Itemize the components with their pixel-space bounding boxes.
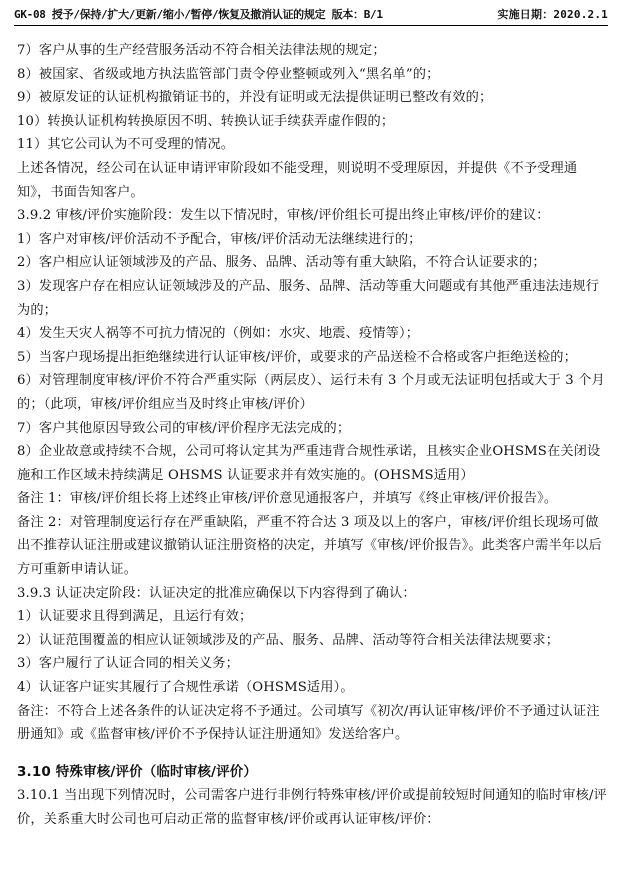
- paragraph: 2）客户相应认证领域涉及的产品、服务、品牌、活动等有重大缺陷，不符合认证要求的；: [17, 255, 546, 271]
- effective-date: 实施日期：2020.2.1: [497, 8, 608, 21]
- paragraph: 3）客户履行了认证合同的相关义务；: [17, 656, 239, 672]
- paragraph: 备注：不符合上述各条件的认证决定将不予通过。公司填写《初次/再认证审核/评价不予通过认证注册通知》或《监督审核/评价不予保持认证注册通知》发送给客户。: [17, 703, 600, 743]
- paragraph: 8）被国家、省级或地方执法监管部门责令停业整顿或列入“黑名单”的；: [17, 66, 440, 82]
- paragraph: 2）认证范围覆盖的相应认证领域涉及的产品、服务、品牌、活动等符合相关法律法规要求；: [17, 632, 560, 648]
- paragraph: 9）被原发证的认证机构撤销证书的，并没有证明或无法提供证明已整改有效的；: [17, 90, 493, 106]
- paragraph: 4）发生天灾人祸等不可抗力情况的（例如：水灾、地震、疫情等）；: [17, 326, 420, 342]
- section-heading: 3.10 特殊审核/评价（临时审核/评价）: [17, 763, 258, 780]
- paragraph: 1）客户对审核/评价活动不予配合，审核/评价活动无法继续进行的；: [17, 231, 422, 247]
- paragraph: 7）客户其他原因导致公司的审核/评价程序无法完成的；: [17, 420, 351, 436]
- paragraph: 7）客户从事的生产经营服务活动不符合相关法律法规的规定；: [17, 43, 386, 58]
- paragraph: 3.9.2 审核/评价实施阶段：发生以下情况时，审核/评价组长可提出终止审核/评价的建议：: [17, 208, 550, 224]
- paragraph: 6）对管理制度审核/评价不符合严重实际（两层皮）、运行未有 3 个月或无法证明包括或大于 3 个月的；（此项，审核/评价组应当及时终止审核/评价）: [17, 373, 605, 412]
- page-header: [14, 0, 608, 26]
- paragraph: 备注 1：审核/评价组长将上述终止审核/评价意见通报客户，并填写《终止审核/评价报告》。: [17, 491, 558, 507]
- paragraph: 3.9.3 认证决定阶段：认证决定的批准应确保以下内容得到了确认：: [17, 585, 416, 601]
- paragraph: 5）当客户现场提出拒绝继续进行认证审核/评价，或要求的产品送检不合格或客户拒绝送检的；: [17, 349, 577, 365]
- paragraph: 4）认证客户证实其履行了合规性承诺（OHSMS适用）。: [17, 680, 354, 696]
- document-title: GK-08 授予/保持/扩大/更新/缩小/暂停/恢复及撤消认证的规定 版本：B/1: [14, 8, 383, 21]
- paragraph: 3）发现客户存在相应认证领域涉及的产品、服务、品牌、活动等重大问题或有其他严重违法违规行为的；: [17, 278, 600, 318]
- paragraph: 8）企业故意或持续不合规，公司可将认定其为严重违背合规性承诺，且核实企业OHSMS在关闭设施和工作区域未持续满足 OHSMS 认证要求并有效实施的。(OHSMS适用）: [17, 444, 601, 483]
- paragraph: 备注 2：对管理制度运行存在严重缺陷，严重不符合达 3 项及以上的客户，审核/评价组长现场可做出不推荐认证注册或建议撤销认证注册资格的决定，并填写《审核/评价报告》。此类客户需半年以后方可重新申请认证。: [17, 514, 602, 578]
- paragraph: 11）其它公司认为不可受理的情况。: [17, 137, 235, 153]
- document-body: [17, 39, 608, 832]
- paragraph: 3.10.1 当出现下列情况时，公司需客户进行非例行特殊审核/评价或提前较短时间通知的临时审核/评价，关系重大时公司也可启动正常的监督审核/评价或再认证审核/评价：: [17, 788, 607, 827]
- paragraph: 上述各情况，经公司在认证申请评审阶段如不能受理，则说明不受理原因，并提供《不予受理通知》，书面告知客户。: [17, 160, 578, 200]
- paragraph: 10）转换认证机构转换原因不明、转换认证手续获弄虚作假的；: [17, 113, 395, 129]
- paragraph: 1）认证要求且得到满足，且运行有效；: [17, 609, 253, 625]
